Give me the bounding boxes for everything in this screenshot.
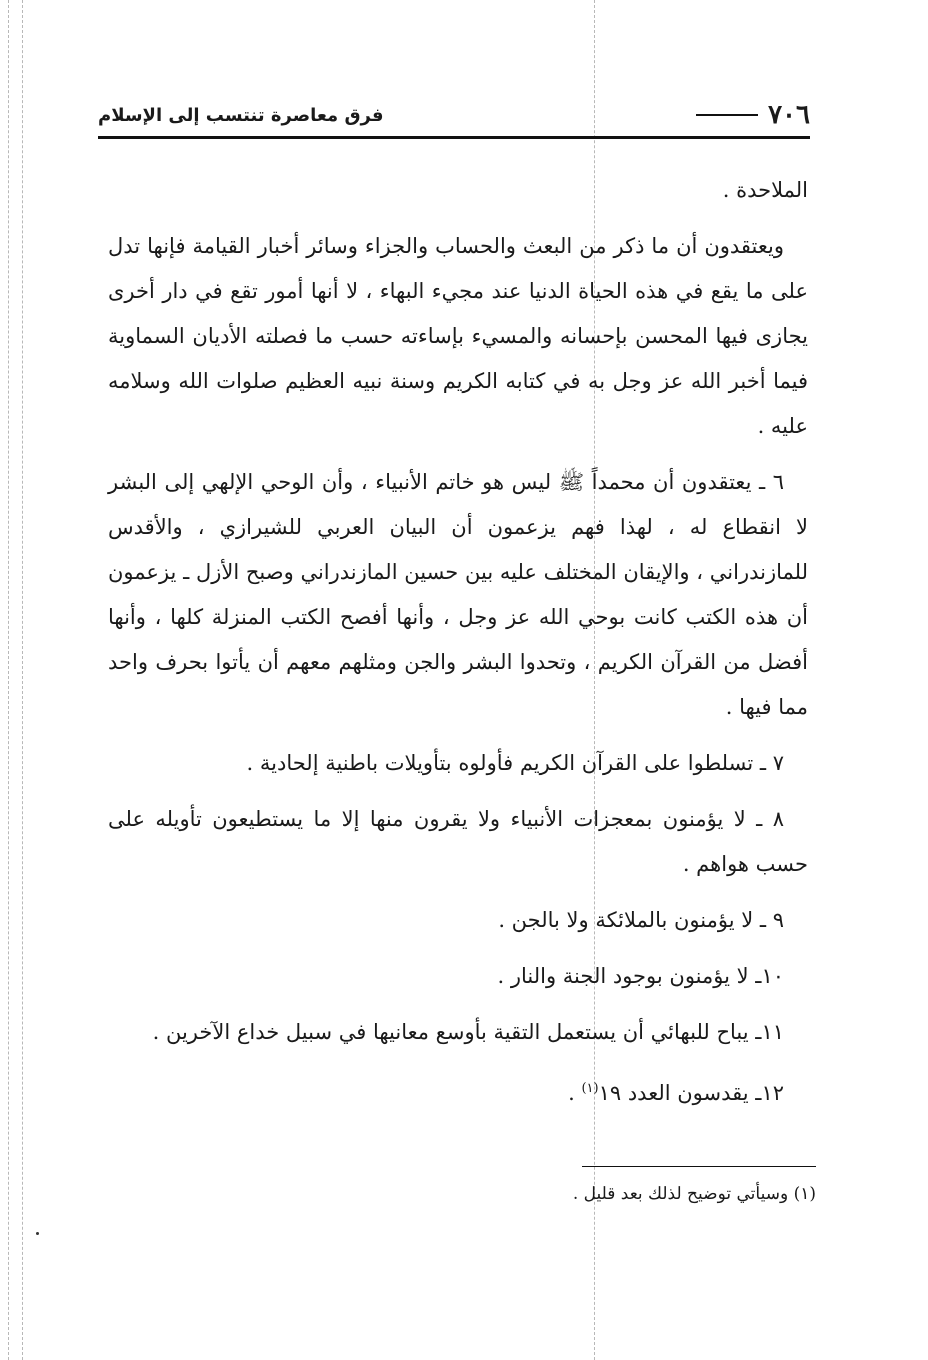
header-dash [696,114,758,116]
list-item-11: ١١ـ يباح للبهائي أن يستعمل التقية بأوسع معانيها في سبيل خداع الآخرين . [152,1020,784,1044]
list-item-7: ٧ ـ تسلطوا على القرآن الكريم فأولوه بتأويلات باطنية إلحادية . [246,751,784,775]
header-rule [98,136,810,139]
list-item-6: ٦ ـ يعتقدون أن محمداً ﷺ ليس هو خاتم الأنبياء ، وأن الوحي الإلهي إلى البشر لا انقطاع له ، لهذا فهم يزعمون أن البيان العربي للشيرازي ، والأقدس للمازندراني ، والإيقان المختلف عليه بين حسين المازندراني وصبح الأزل ـ يزعمون أن هذه الكتب كانت بوحي الله عز وجل ، وأنها أفصح الكتب المنزلة كلها ، وأنها أفضل من القرآن الكريم ، وتحدوا البشر والجن ومثلهم معهم أن يأتوا بحرف واحد مما فيها . [108,470,808,719]
list-item-10: ١٠ـ لا يؤمنون بوجود الجنة والنار . [497,964,784,988]
scan-speck [36,1232,39,1235]
list-item-8: ٨ ـ لا يؤمنون بمعجزات الأنبياء ولا يقرون منها إلا ما يستطيعون تأويله على حسب هواهم . [108,807,808,876]
scan-line-left [8,0,9,1360]
footnote: (١) وسيأتي توضيح لذلك بعد قليل . [572,1184,816,1204]
running-title: فرق معاصرة تنتسب إلى الإسلام [98,104,384,126]
list-item-9: ٩ ـ لا يؤمنون بالملائكة ولا بالجن . [498,908,784,932]
footnote-reference: (١) [581,1081,599,1096]
scan-line-left-inner [22,0,23,1360]
list-item-12-text: ١٢ـ يقدسون العدد ١٩ [598,1081,784,1105]
footnote-separator [582,1166,816,1167]
list-item-12-end: . [568,1081,582,1105]
page-number: ٧٠٦ [768,100,810,130]
list-item-12 [108,1066,808,1116]
paragraph-continuation: الملاحدة . [722,178,808,202]
paragraph-resurrection: ويعتقدون أن ما ذكر من البعث والحساب والجزاء وسائر أخبار القيامة فإنها تدل على ما يقع في هذه الحياة الدنيا عند مجيء البهاء ، لا أنها أمور تقع في دار أخرى يجازى فيها المحسن بإحسانه والمسيء بإساءته حسب ما فصلته الأديان السماوية فيما أخبر الله عز وجل به في كتابه الكريم وسنة نبيه العظيم صلوات الله وسلامه عليه . [108,234,808,438]
body-text [108,168,808,1127]
page-header [98,98,810,132]
